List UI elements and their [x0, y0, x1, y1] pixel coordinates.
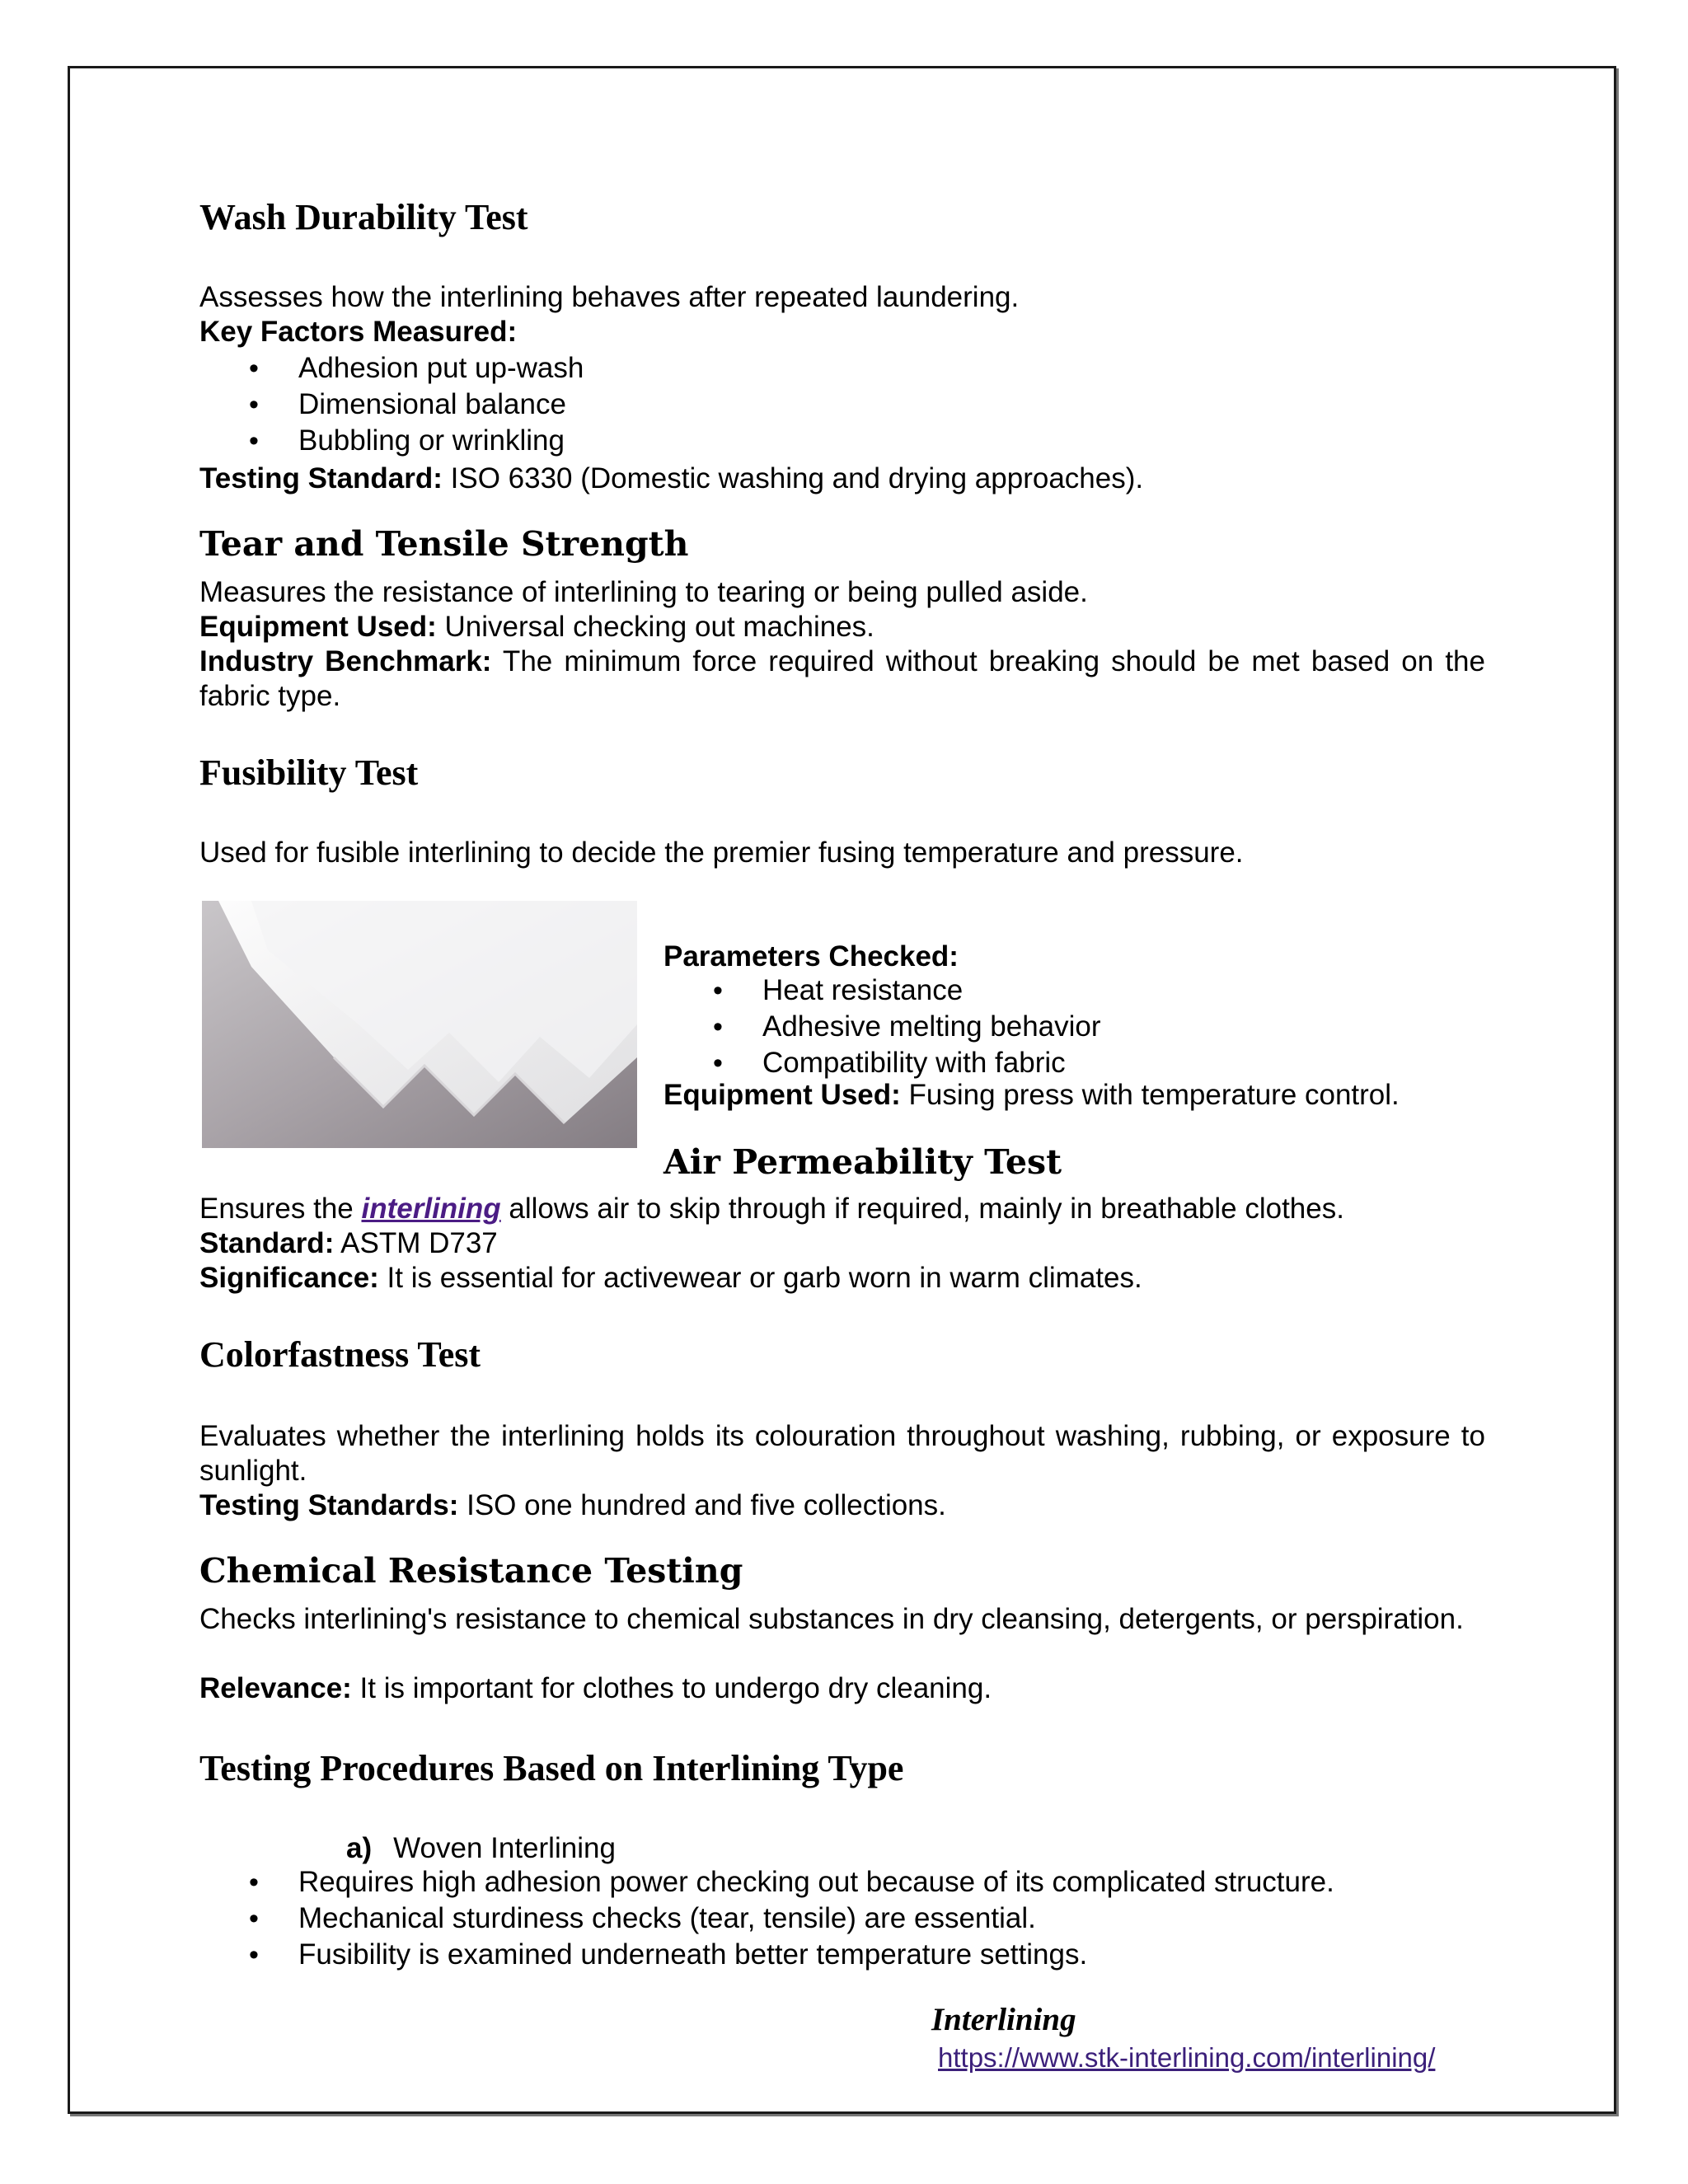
- list-item: • Compatibility with fabric: [663, 1045, 1101, 1081]
- air-standard: [199, 1226, 1485, 1261]
- air-significance-label: Significance:: [199, 1262, 379, 1294]
- tear-benchmark-value: The minimum force required without breaking should be met based on the fabric type.: [199, 645, 1485, 712]
- wash-standard: [199, 462, 1485, 496]
- list-item: • Bubbling or wrinkling: [199, 423, 584, 459]
- fusibility-heading: Fusibility Test: [199, 752, 419, 793]
- color-standards-value: ISO one hundred and five collections.: [458, 1489, 946, 1521]
- color-standards: [199, 1488, 1485, 1523]
- chemical-intro: Checks interlining's resistance to chemical substances in dry cleansing, detergents, or perspiration.: [199, 1603, 1464, 1635]
- fusibility-equipment-value: Fusing press with temperature control.: [900, 1079, 1400, 1111]
- list-item: • Heat resistance: [663, 972, 1101, 1009]
- procedures-sub-marker: a): [346, 1832, 373, 1864]
- tear-benchmark-label: Industry Benchmark:: [199, 645, 492, 677]
- tear-benchmark: [199, 644, 1485, 714]
- procedures-subheading: [346, 1831, 1418, 1866]
- list-item: • Requires high adhesion power checking out because of its complicated structure.: [199, 1864, 1334, 1900]
- wash-standard-label: Testing Standard:: [199, 462, 443, 494]
- color-standards-label: Testing Standards:: [199, 1489, 459, 1521]
- color-intro: Evaluates whether the interlining holds its colouration throughout washing, rubbing, or exposure to sunlight.: [199, 1420, 1485, 1487]
- air-intro-after: allows air to skip through if required, mainly in breathable clothes.: [500, 1193, 1344, 1225]
- fusibility-intro: Used for fusible interlining to decide the premier fusing temperature and pressure.: [199, 837, 1244, 869]
- air-significance: [199, 1261, 1485, 1296]
- air-standard-value: ASTM D737: [334, 1227, 498, 1259]
- list-item: • Adhesion put up-wash: [199, 350, 584, 387]
- list-item: • Adhesive melting behavior: [663, 1009, 1101, 1045]
- procedures-sub-title: Woven Interlining: [393, 1832, 616, 1864]
- tear-heading: Tear and Tensile Strength: [199, 524, 689, 564]
- tear-equipment-label: Equipment Used:: [199, 611, 437, 643]
- footer-title: Interlining: [931, 2002, 1076, 2037]
- air-intro-before: Ensures the: [199, 1193, 362, 1225]
- chemical-relevance: [199, 1671, 1485, 1706]
- wash-intro: Assesses how the interlining behaves after repeated laundering.: [199, 281, 1020, 313]
- chemical-relevance-value: It is important for clothes to undergo dry cleaning.: [351, 1672, 992, 1704]
- air-intro: [199, 1192, 1485, 1226]
- procedures-list: [199, 1864, 1334, 1973]
- tear-intro: Measures the resistance of interlining to tearing or being pulled aside.: [199, 576, 1088, 608]
- chemical-heading: Chemical Resistance Testing: [199, 1551, 743, 1591]
- footer-url-link[interactable]: https://www.stk-interlining.com/interlining/: [938, 2042, 1436, 2073]
- list-item: • Mechanical sturdiness checks (tear, tensile) are essential.: [199, 1900, 1334, 1937]
- chemical-relevance-label: Relevance:: [199, 1672, 352, 1704]
- tear-equipment: [199, 610, 1485, 644]
- air-heading: Air Permeability Test: [663, 1142, 1062, 1182]
- fusibility-params-list: [663, 972, 1101, 1081]
- list-item: • Fusibility is examined underneath better temperature settings.: [199, 1937, 1334, 1973]
- wash-factors-list: [199, 350, 584, 459]
- tear-equipment-value: Universal checking out machines.: [436, 611, 874, 643]
- interlining-link[interactable]: interlining: [361, 1193, 501, 1225]
- color-heading: Colorfastness Test: [199, 1334, 481, 1375]
- wash-heading: Wash Durability Test: [199, 197, 528, 237]
- procedures-heading: Testing Procedures Based on Interlining Type: [199, 1748, 904, 1788]
- interlining-fabric-image: [202, 901, 637, 1148]
- wash-standard-value: ISO 6330 (Domestic washing and drying approaches).: [442, 462, 1144, 494]
- wash-factors-label: Key Factors Measured:: [199, 316, 518, 348]
- fusibility-equipment-label: Equipment Used:: [663, 1079, 901, 1111]
- air-standard-label: Standard:: [199, 1227, 335, 1259]
- fusibility-params-label: Parameters Checked:: [663, 940, 959, 972]
- air-significance-value: It is essential for activewear or garb worn in warm climates.: [378, 1262, 1142, 1294]
- list-item: • Dimensional balance: [199, 387, 584, 423]
- fusibility-equipment: [663, 1078, 1488, 1113]
